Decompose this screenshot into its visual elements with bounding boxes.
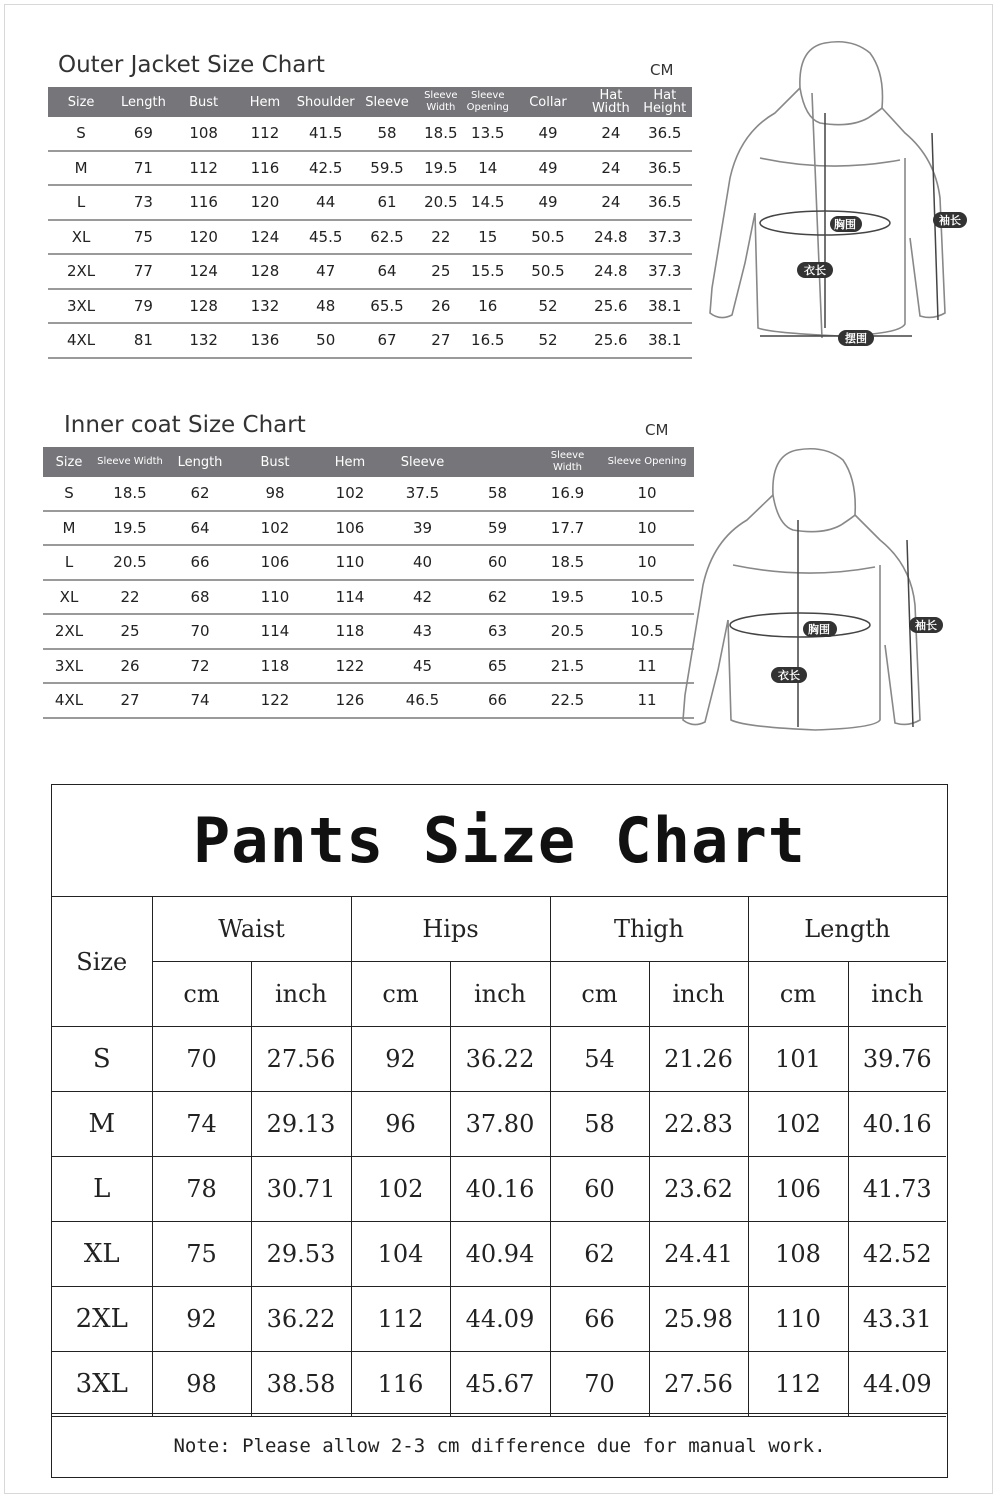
table-cell: 40.16 [450, 1157, 550, 1222]
table-cell: 18.5 [95, 477, 165, 511]
inner-coat-table [43, 447, 694, 719]
table-cell: 44.09 [848, 1352, 946, 1417]
table-cell: 46.5 [385, 683, 460, 718]
table-cell: 10 [600, 477, 694, 511]
chest-tag: 胸围 [808, 623, 830, 636]
table-cell: 21.26 [649, 1027, 748, 1092]
table-row [52, 1092, 946, 1157]
table-cell: 36.5 [638, 185, 692, 220]
table-cell: 17.7 [535, 511, 600, 546]
table-cell: 16.5 [464, 323, 512, 358]
table-cell: 66 [550, 1287, 649, 1352]
outer-jacket-diagram [700, 38, 985, 358]
table-cell: 69 [114, 117, 173, 151]
table-cell: 23.62 [649, 1157, 748, 1222]
table-row [52, 1222, 946, 1287]
table-cell: 110 [235, 580, 315, 615]
outer-jacket-table [48, 87, 692, 359]
table-row [52, 1287, 946, 1352]
size-cell: 2XL [52, 1287, 152, 1352]
table-cell: 36.22 [251, 1287, 351, 1352]
table-cell: 44 [295, 185, 356, 220]
column-header: Bust [173, 87, 235, 117]
unit-inch-header: inch [251, 962, 351, 1027]
table-cell: 26 [418, 289, 464, 324]
table-cell: 118 [235, 649, 315, 684]
table-cell: 54 [550, 1027, 649, 1092]
table-cell: 49 [512, 185, 585, 220]
table-cell: 27 [418, 323, 464, 358]
table-row [43, 545, 694, 580]
table-cell: 45.67 [450, 1352, 550, 1417]
inner-unit-label: CM [645, 421, 669, 439]
table-cell: 74 [152, 1092, 251, 1157]
table-cell: 112 [173, 151, 235, 186]
length-tag: 衣长 [778, 669, 800, 682]
table-cell: 10 [600, 545, 694, 580]
table-cell: 60 [550, 1157, 649, 1222]
table-cell: 29.53 [251, 1222, 351, 1287]
column-header: Hat Height [638, 87, 692, 117]
table-cell: 25 [418, 254, 464, 289]
table-cell: 98 [235, 477, 315, 511]
size-cell: 3XL [48, 289, 114, 324]
table-row [48, 117, 692, 151]
chest-tag: 胸围 [834, 218, 856, 231]
table-cell: 132 [235, 289, 296, 324]
table-cell: 18.5 [535, 545, 600, 580]
table-row [48, 289, 692, 324]
sleeve-tag: 袖长 [939, 214, 961, 227]
table-cell: 60 [460, 545, 535, 580]
table-cell: 36.5 [638, 117, 692, 151]
thigh-header: Thigh [550, 897, 748, 962]
table-cell: 132 [173, 323, 235, 358]
table-cell: 16 [464, 289, 512, 324]
table-cell: 50 [295, 323, 356, 358]
table-cell: 62 [460, 580, 535, 615]
table-cell: 114 [315, 580, 385, 615]
column-header: Length [165, 447, 235, 477]
table-cell: 136 [235, 323, 296, 358]
table-row [43, 477, 694, 511]
table-cell: 37.5 [385, 477, 460, 511]
size-cell: 3XL [43, 649, 95, 684]
table-cell: 38.1 [638, 323, 692, 358]
pants-size-chart [51, 784, 948, 1478]
table-cell: 44.09 [450, 1287, 550, 1352]
table-cell: 11 [600, 649, 694, 684]
table-cell: 68 [165, 580, 235, 615]
table-row [43, 614, 694, 649]
table-cell: 104 [351, 1222, 450, 1287]
table-cell: 39 [385, 511, 460, 546]
table-cell: 38.1 [638, 289, 692, 324]
column-header: Sleeve Opening [464, 87, 512, 117]
table-cell: 66 [460, 683, 535, 718]
table-cell: 24.8 [584, 254, 637, 289]
table-cell: 122 [235, 683, 315, 718]
length-header: Length [748, 897, 946, 962]
table-row [43, 511, 694, 546]
table-cell: 27 [95, 683, 165, 718]
table-cell: 43.31 [848, 1287, 946, 1352]
table-cell: 18.5 [418, 117, 464, 151]
size-cell: 4XL [43, 683, 95, 718]
table-cell: 19.5 [418, 151, 464, 186]
table-cell: 49 [512, 117, 585, 151]
table-cell: 126 [315, 683, 385, 718]
table-row [52, 1352, 946, 1417]
size-cell: XL [52, 1222, 152, 1287]
table-cell: 47 [295, 254, 356, 289]
table-cell: 124 [235, 220, 296, 255]
size-cell: M [43, 511, 95, 546]
table-cell: 102 [748, 1092, 848, 1157]
table-cell: 20.5 [418, 185, 464, 220]
table-cell: 65 [460, 649, 535, 684]
table-cell: 42.5 [295, 151, 356, 186]
table-cell: 37.3 [638, 220, 692, 255]
table-cell: 120 [173, 220, 235, 255]
table-cell: 64 [165, 511, 235, 546]
table-cell: 116 [235, 151, 296, 186]
table-cell: 52 [512, 289, 585, 324]
table-cell: 62 [165, 477, 235, 511]
table-row [48, 220, 692, 255]
table-cell: 108 [748, 1222, 848, 1287]
table-cell: 25.6 [584, 323, 637, 358]
table-cell: 110 [748, 1287, 848, 1352]
table-cell: 92 [152, 1287, 251, 1352]
table-cell: 25 [95, 614, 165, 649]
column-header: Length [114, 87, 173, 117]
table-cell: 25.6 [584, 289, 637, 324]
table-cell: 70 [550, 1352, 649, 1417]
table-cell: 14.5 [464, 185, 512, 220]
column-header: Bust [235, 447, 315, 477]
table-cell: 101 [748, 1027, 848, 1092]
size-cell: M [48, 151, 114, 186]
table-cell: 43 [385, 614, 460, 649]
table-cell: 19.5 [535, 580, 600, 615]
table-cell: 27.56 [251, 1027, 351, 1092]
table-cell: 70 [152, 1027, 251, 1092]
table-cell: 64 [356, 254, 418, 289]
table-cell: 15.5 [464, 254, 512, 289]
table-cell: 106 [315, 511, 385, 546]
size-cell: 2XL [48, 254, 114, 289]
hips-header: Hips [351, 897, 550, 962]
size-cell: L [52, 1157, 152, 1222]
table-cell: 75 [114, 220, 173, 255]
table-cell: 58 [550, 1092, 649, 1157]
column-header: Collar [512, 87, 585, 117]
waist-header: Waist [152, 897, 351, 962]
table-cell: 112 [748, 1352, 848, 1417]
table-cell: 48 [295, 289, 356, 324]
table-cell: 128 [173, 289, 235, 324]
column-header: Sleeve [356, 87, 418, 117]
table-cell: 72 [165, 649, 235, 684]
column-header: Sleeve Width [535, 447, 600, 477]
table-cell: 73 [114, 185, 173, 220]
table-cell: 15 [464, 220, 512, 255]
table-cell: 41.73 [848, 1157, 946, 1222]
table-cell: 112 [351, 1287, 450, 1352]
table-cell: 45 [385, 649, 460, 684]
length-tag: 衣长 [804, 264, 826, 277]
table-cell: 20.5 [535, 614, 600, 649]
table-cell: 27.56 [649, 1352, 748, 1417]
table-cell: 74 [165, 683, 235, 718]
table-cell: 116 [173, 185, 235, 220]
table-cell: 45.5 [295, 220, 356, 255]
table-cell: 70 [165, 614, 235, 649]
table-cell: 77 [114, 254, 173, 289]
pants-note: Note: Please allow 2-3 cm difference due for manual work. [52, 1413, 947, 1477]
pants-table [52, 897, 946, 1417]
table-cell: 62.5 [356, 220, 418, 255]
table-cell: 24 [584, 151, 637, 186]
table-row [52, 1157, 946, 1222]
column-header: Size [43, 447, 95, 477]
column-header: Shoulder [295, 87, 356, 117]
table-cell: 50.5 [512, 220, 585, 255]
table-cell: 14 [464, 151, 512, 186]
table-cell: 67 [356, 323, 418, 358]
size-cell: 3XL [52, 1352, 152, 1417]
table-cell: 26 [95, 649, 165, 684]
table-cell: 61 [356, 185, 418, 220]
table-cell: 22.83 [649, 1092, 748, 1157]
table-row [43, 683, 694, 718]
hem-tag: 摆围 [845, 332, 867, 345]
size-cell: L [43, 545, 95, 580]
table-cell: 16.9 [535, 477, 600, 511]
table-cell: 49 [512, 151, 585, 186]
table-cell: 110 [315, 545, 385, 580]
table-cell: 96 [351, 1092, 450, 1157]
table-cell: 19.5 [95, 511, 165, 546]
column-header: Sleeve Width [418, 87, 464, 117]
table-cell: 10.5 [600, 614, 694, 649]
table-row [48, 151, 692, 186]
table-row [52, 1027, 946, 1092]
outer-jacket-title: Outer Jacket Size Chart [58, 52, 325, 78]
table-cell: 102 [235, 511, 315, 546]
column-header: Hat Width [584, 87, 637, 117]
table-row [43, 649, 694, 684]
table-cell: 118 [315, 614, 385, 649]
size-cell: S [43, 477, 95, 511]
table-row [48, 185, 692, 220]
table-cell: 22.5 [535, 683, 600, 718]
size-cell: XL [43, 580, 95, 615]
outer-unit-label: CM [650, 61, 674, 79]
table-cell: 13.5 [464, 117, 512, 151]
table-cell: 40 [385, 545, 460, 580]
table-cell: 122 [315, 649, 385, 684]
table-cell: 58 [356, 117, 418, 151]
table-cell: 52 [512, 323, 585, 358]
table-cell: 66 [165, 545, 235, 580]
table-cell: 112 [235, 117, 296, 151]
pants-title: Pants Size Chart [52, 785, 947, 897]
hoodie-outline-icon [675, 445, 965, 740]
unit-cm-header: cm [550, 962, 649, 1027]
table-cell: 102 [351, 1157, 450, 1222]
column-header: Hem [235, 87, 296, 117]
unit-cm-header: cm [152, 962, 251, 1027]
inner-coat-title: Inner coat Size Chart [64, 412, 306, 438]
table-cell: 59 [460, 511, 535, 546]
table-cell: 10.5 [600, 580, 694, 615]
inner-coat-diagram [675, 445, 965, 740]
table-cell: 29.13 [251, 1092, 351, 1157]
unit-inch-header: inch [649, 962, 748, 1027]
table-cell: 106 [748, 1157, 848, 1222]
table-cell: 116 [351, 1352, 450, 1417]
table-cell: 40.94 [450, 1222, 550, 1287]
table-cell: 20.5 [95, 545, 165, 580]
table-cell: 71 [114, 151, 173, 186]
table-cell: 65.5 [356, 289, 418, 324]
table-cell: 22 [95, 580, 165, 615]
table-row [48, 323, 692, 358]
table-cell: 75 [152, 1222, 251, 1287]
table-cell: 22 [418, 220, 464, 255]
column-header: Sleeve Opening [600, 447, 694, 477]
table-cell: 78 [152, 1157, 251, 1222]
unit-cm-header: cm [748, 962, 848, 1027]
table-cell: 92 [351, 1027, 450, 1092]
table-cell: 38.58 [251, 1352, 351, 1417]
table-cell: 21.5 [535, 649, 600, 684]
table-cell: 10 [600, 511, 694, 546]
table-cell: 128 [235, 254, 296, 289]
table-cell: 62 [550, 1222, 649, 1287]
table-cell: 50.5 [512, 254, 585, 289]
table-cell: 120 [235, 185, 296, 220]
column-header [460, 447, 535, 477]
unit-cm-header: cm [351, 962, 450, 1027]
unit-inch-header: inch [848, 962, 946, 1027]
unit-inch-header: inch [450, 962, 550, 1027]
size-cell: S [48, 117, 114, 151]
column-header: Hem [315, 447, 385, 477]
size-cell: L [48, 185, 114, 220]
table-cell: 79 [114, 289, 173, 324]
size-cell: 4XL [48, 323, 114, 358]
table-cell: 40.16 [848, 1092, 946, 1157]
table-cell: 24.41 [649, 1222, 748, 1287]
column-header: Size [48, 87, 114, 117]
table-cell: 36.22 [450, 1027, 550, 1092]
table-cell: 37.3 [638, 254, 692, 289]
table-cell: 36.5 [638, 151, 692, 186]
table-cell: 124 [173, 254, 235, 289]
table-cell: 81 [114, 323, 173, 358]
size-header: Size [52, 897, 152, 1027]
size-cell: S [52, 1027, 152, 1092]
table-cell: 106 [235, 545, 315, 580]
table-cell: 114 [235, 614, 315, 649]
table-cell: 39.76 [848, 1027, 946, 1092]
table-cell: 63 [460, 614, 535, 649]
table-cell: 108 [173, 117, 235, 151]
table-cell: 30.71 [251, 1157, 351, 1222]
size-cell: 2XL [43, 614, 95, 649]
hoodie-outline-icon [700, 38, 985, 358]
table-cell: 24 [584, 185, 637, 220]
table-cell: 58 [460, 477, 535, 511]
table-row [43, 580, 694, 615]
column-header: Sleeve [385, 447, 460, 477]
table-cell: 37.80 [450, 1092, 550, 1157]
table-cell: 102 [315, 477, 385, 511]
table-cell: 42 [385, 580, 460, 615]
size-cell: XL [48, 220, 114, 255]
table-cell: 25.98 [649, 1287, 748, 1352]
table-cell: 11 [600, 683, 694, 718]
sleeve-tag: 袖长 [915, 619, 937, 632]
size-cell: M [52, 1092, 152, 1157]
table-cell: 24 [584, 117, 637, 151]
table-cell: 59.5 [356, 151, 418, 186]
table-row [48, 254, 692, 289]
table-cell: 41.5 [295, 117, 356, 151]
column-header: Sleeve Width [95, 447, 165, 477]
table-cell: 98 [152, 1352, 251, 1417]
table-cell: 42.52 [848, 1222, 946, 1287]
table-cell: 24.8 [584, 220, 637, 255]
